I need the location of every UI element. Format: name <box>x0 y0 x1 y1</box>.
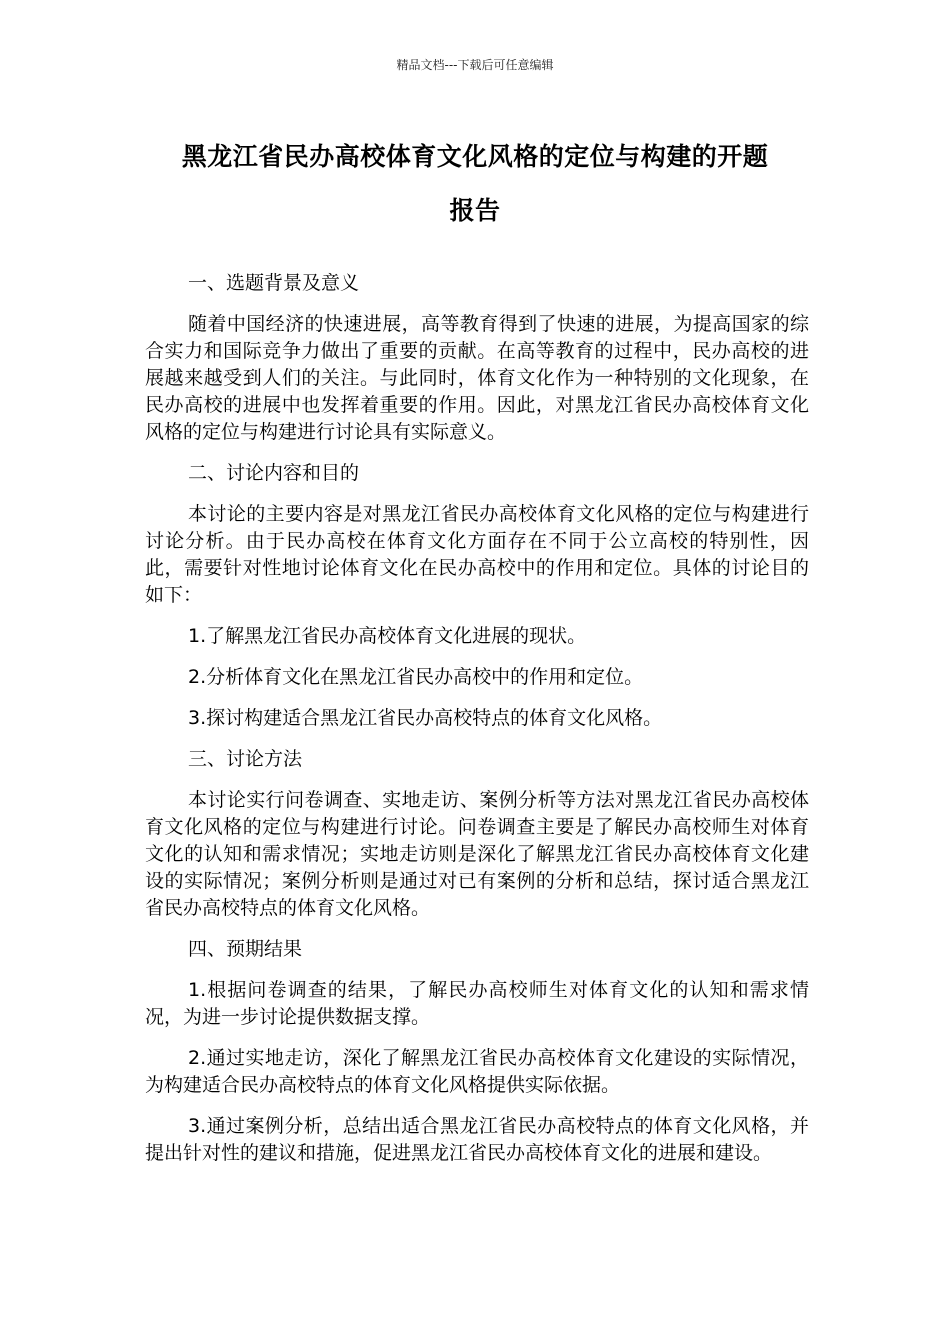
section-heading-methods: 三、讨论方法 <box>188 748 303 770</box>
list-item-result-3: 3.通过案例分析，总结出适合黑龙江省民办高校特点的体育文化风格，并提出针对性的建议和措施，促进黑龙江省民办高校体育文化的进展和建设。 <box>145 1115 809 1164</box>
list-item-goal-3: 3.探讨构建适合黑龙江省民办高校特点的体育文化风格。 <box>188 707 663 729</box>
list-item-goal-1: 1.了解黑龙江省民办高校体育文化进展的现状。 <box>188 625 587 647</box>
paragraph-content: 本讨论的主要内容是对黑龙江省民办高校体育文化风格的定位与构建进行讨论分析。由于民办高校在体育文化方面存在不同于公立高校的特别性，因此，需要针对性地讨论体育文化在民办高校中的作用和定位。具体的讨论目的如下： <box>145 503 809 606</box>
list-item-goal-2: 2.分析体育文化在黑龙江省民办高校中的作用和定位。 <box>188 666 644 688</box>
paragraph-methods: 本讨论实行问卷调查、实地走访、案例分析等方法对黑龙江省民办高校体育文化风格的定位与构建进行讨论。问卷调查主要是了解民办高校师生对体育文化的认知和需求情况；实地走访则是深化了解黑龙江省民办高校体育文化建设的实际情况；案例分析则是通过对已有案例的分析和总结，探讨适合黑龙江省民办高校特点的体育文化风格。 <box>145 789 809 919</box>
paragraph-background: 随着中国经济的快速进展，高等教育得到了快速的进展，为提高国家的综合实力和国际竞争力做出了重要的贡献。在高等教育的过程中，民办高校的进展越来越受到人们的关注。与此同时，体育文化作为一种特别的文化现象，在民办高校的进展中也发挥着重要的作用。因此，对黑龙江省民办高校体育文化风格的定位与构建进行讨论具有实际意义。 <box>145 313 809 443</box>
list-item-result-1: 1.根据问卷调查的结果，了解民办高校师生对体育文化的认知和需求情况，为进一步讨论提供数据支撑。 <box>145 979 809 1028</box>
section-heading-background: 一、选题背景及意义 <box>188 272 360 294</box>
list-item-result-2: 2.通过实地走访，深化了解黑龙江省民办高校体育文化建设的实际情况，为构建适合民办高校特点的体育文化风格提供实际依据。 <box>145 1047 809 1096</box>
document-title-line-1: 黑龙江省民办高校体育文化风格的定位与构建的开题 <box>181 142 769 171</box>
document-body <box>145 270 809 1181</box>
header-note: 精品文档---下载后可任意编辑 <box>396 58 554 72</box>
section-heading-content: 二、讨论内容和目的 <box>188 462 360 484</box>
section-heading-results: 四、预期结果 <box>188 938 303 960</box>
document-title-line-2: 报告 <box>449 196 501 225</box>
